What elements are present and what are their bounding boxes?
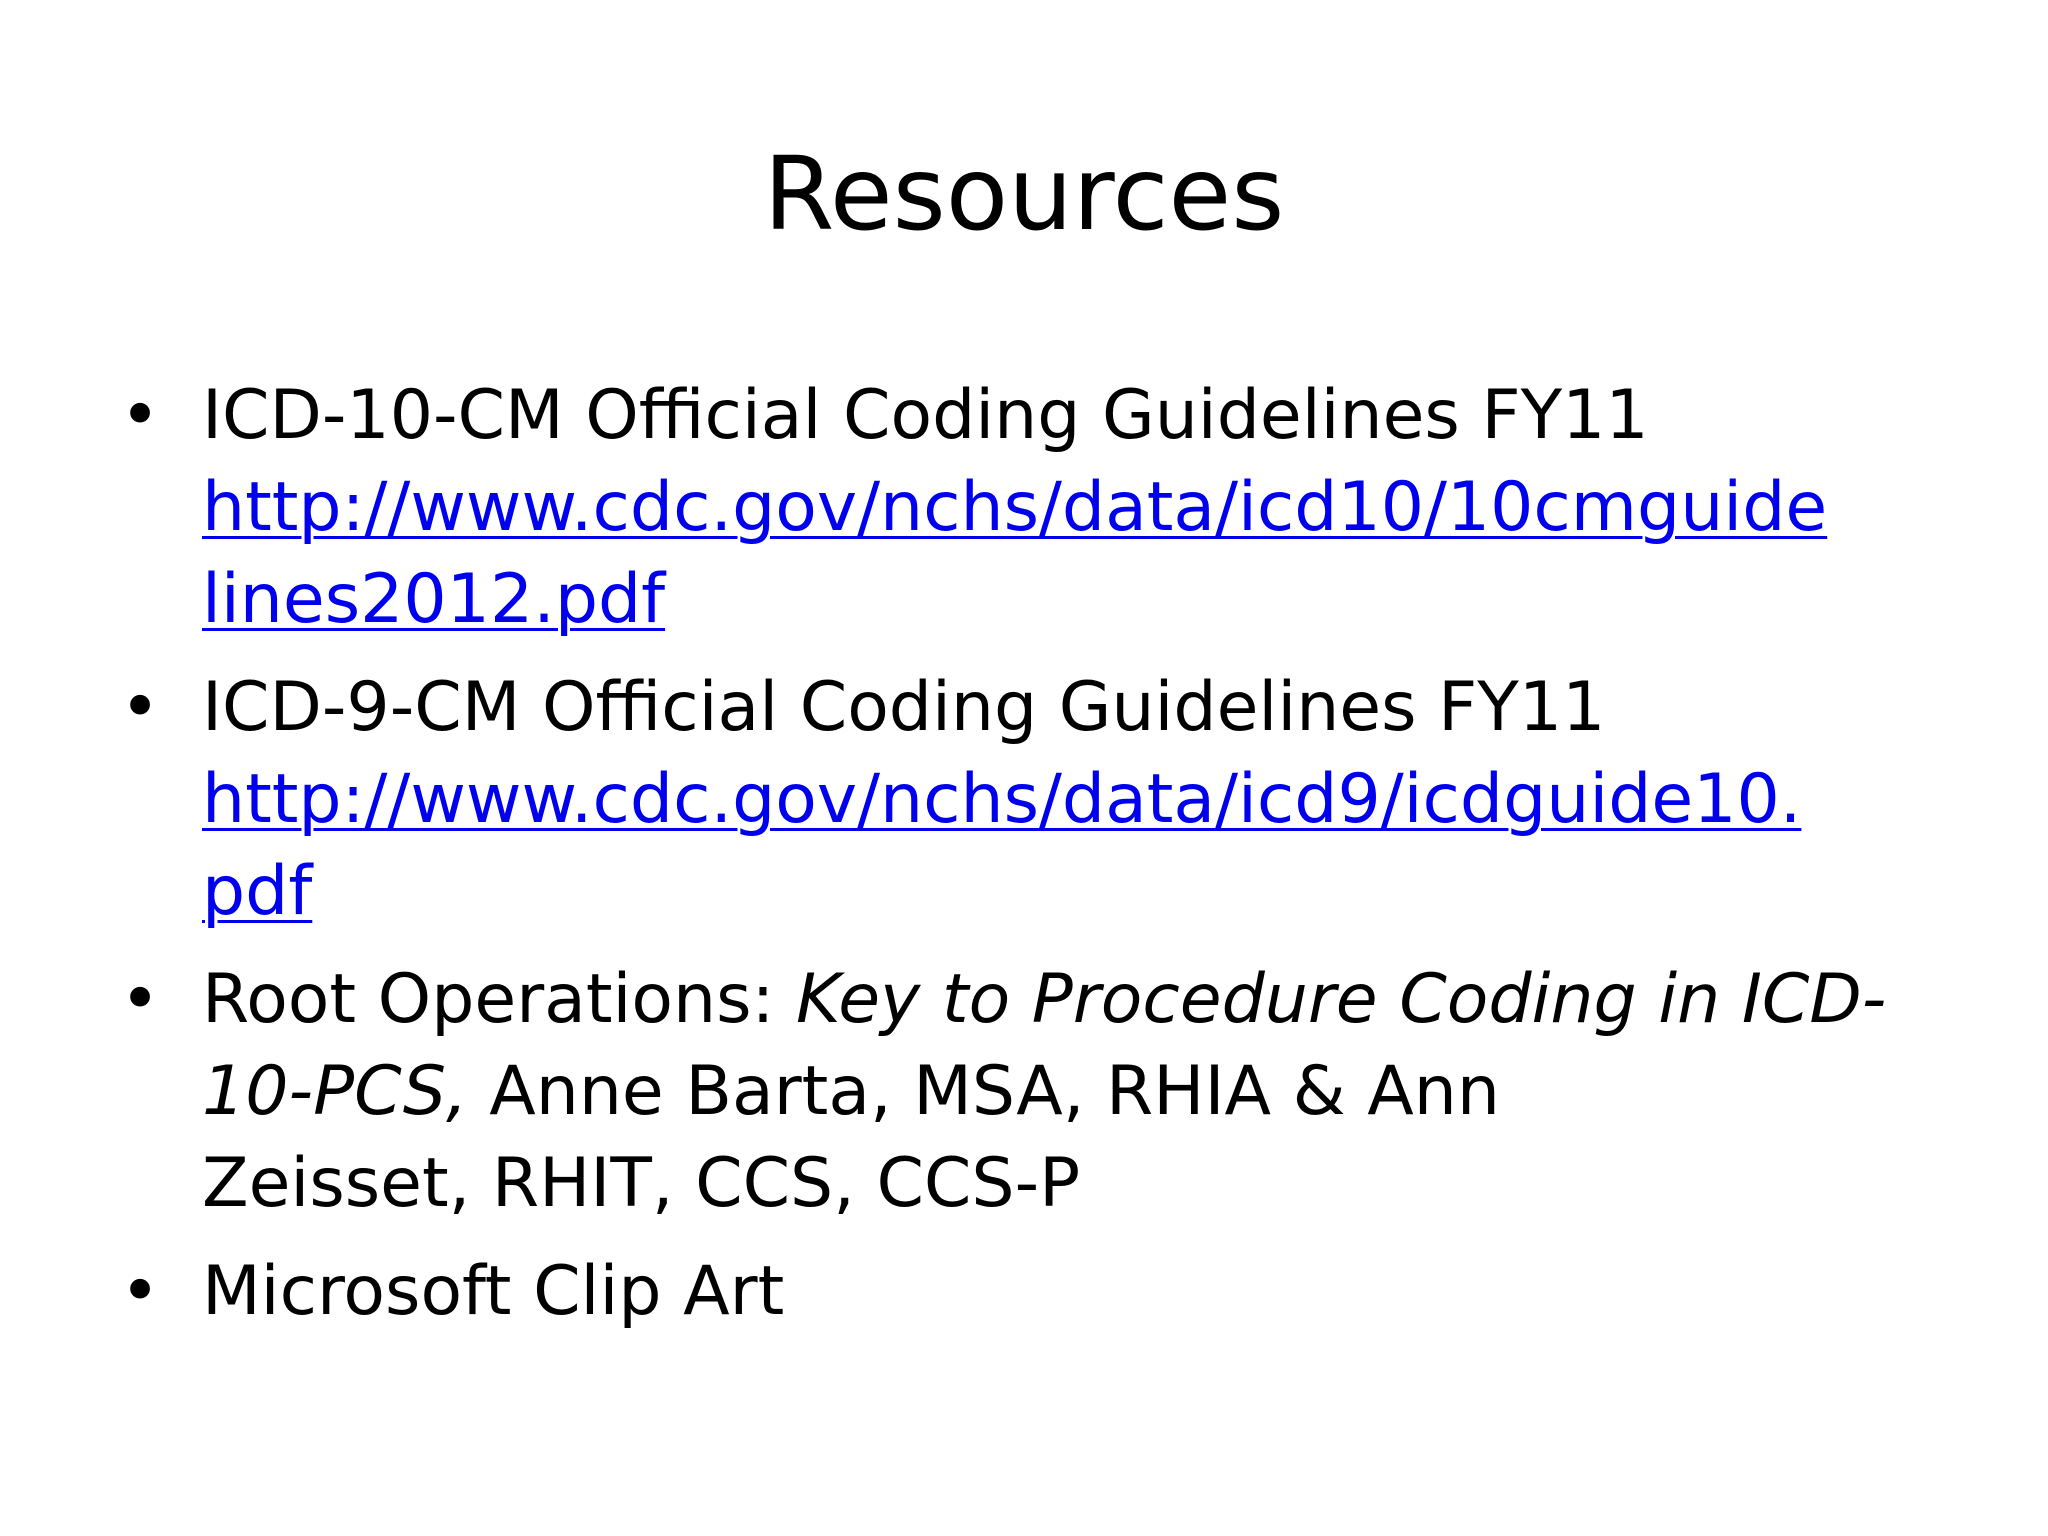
resource-link[interactable]: lines2012.pdf [202,560,666,639]
bullet-text [202,954,1950,1230]
resource-link-line[interactable] [202,462,1950,554]
bullet-item-icd10-guidelines [120,370,1950,646]
resource-link[interactable]: pdf [202,852,313,931]
bullet-item-root-operations [120,954,1950,1230]
slide-title: Resources [763,135,1285,254]
citation-line-2 [202,1046,1950,1138]
bullet-list [120,370,1950,1354]
resource-label: ICD-10-CM Official Coding Guidelines FY11 [202,376,1649,455]
resource-label: Microsoft Clip Art [202,1252,785,1331]
bullet-glyph: • [120,668,161,747]
bullet-glyph: • [120,1252,161,1331]
bullet-text [202,1246,1950,1338]
bullet-glyph: • [120,376,161,455]
citation-authors-part-2: Zeisset, RHIT, CCS, CCS-P [202,1144,1081,1223]
bullet-text [202,662,1950,938]
book-title-part-2: 10-PCS, [202,1052,468,1131]
resource-link[interactable]: http://www.cdc.gov/nchs/data/icd10/10cmguide [202,468,1828,547]
citation-line-1 [202,954,1950,1046]
resource-link-line[interactable] [202,846,1950,938]
resource-link-line[interactable] [202,754,1950,846]
citation-prefix: Root Operations: [202,960,797,1039]
bullet-item-clip-art [120,1246,1950,1338]
bullet-text [202,370,1950,646]
bullet-item-icd9-guidelines [120,662,1950,938]
resource-label: ICD-9-CM Official Coding Guidelines FY11 [202,668,1606,747]
resource-link[interactable]: http://www.cdc.gov/nchs/data/icd9/icdguide10. [202,760,1802,839]
book-title-part-1: Key to Procedure Coding in ICD- [796,960,1887,1039]
resource-link-line[interactable] [202,554,1950,646]
bullet-glyph: • [120,960,161,1039]
citation-authors-part-1: Anne Barta, MSA, RHIA & Ann [467,1052,1500,1131]
